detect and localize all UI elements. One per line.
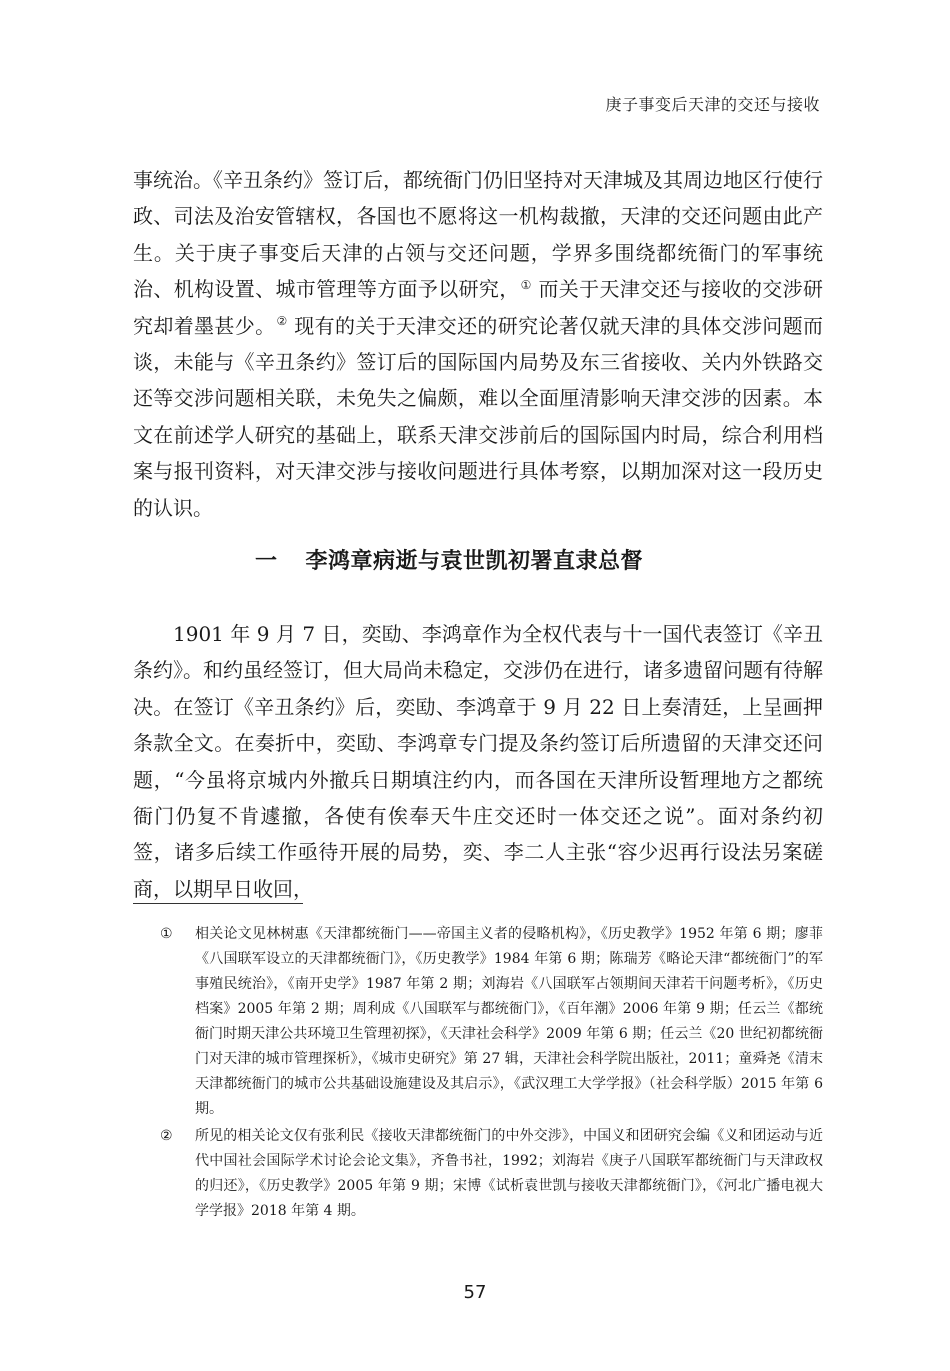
paragraph-2-text: 1901 年 9 月 7 日，奕劻、李鸿章作为全权代表与十一国代表签订《辛丑条约》。和约虽经签订，但大局尚未稳定，交涉仍在进行，诸多遗留问题有待解决。在签订《辛丑条约》后，奕劻、李鸿章于 9 月 22 日上奏清廷，上呈画押条款全文。在奏折中，奕劻、李鸿章专门提及条约签订后所遗留的天津交还问题，“今虽将京城内外撤兵日期填注约内，而各国在天津所设暂理地方之都统衙门仍复不肯遽撤，各使有俟奉天牛庄交还时一体交还之说”。面对条约初签，诸多后续工作亟待开展的局势，奕、李二人主张“容少迟再行设法另案磋商，以期早日收回，: [133, 622, 823, 901]
page-number: 57: [463, 1282, 487, 1303]
footnote-ref-2[interactable]: ②: [276, 313, 288, 328]
footnote-2: [160, 1124, 823, 1224]
body-paragraph-1: [133, 162, 823, 526]
section-heading: [255, 544, 643, 575]
section-title: 李鸿章病逝与袁世凯初署直隶总督: [305, 549, 644, 574]
paragraph-1-text-b: 而关于天津交还与接收的交涉研究却着墨甚少。: [133, 277, 823, 338]
footnote-ref-1[interactable]: ①: [520, 277, 532, 292]
footnote-2-mark: ②: [160, 1128, 173, 1144]
section-number: 一: [255, 549, 278, 574]
paragraph-1-text-a: 事统治。《辛丑条约》签订后，都统衙门仍旧坚持对天津城及其周边地区行使行政、司法及治安管辖权，各国也不愿将这一机构裁撤，天津的交还问题由此产生。关于庚子事变后天津的占领与交还问题，学界多围绕都统衙门的军事统治、机构设置、城市管理等方面予以研究，: [133, 168, 823, 302]
footnote-1-text: 相关论文见林树惠《天津都统衙门——帝国主义者的侵略机构》，《历史教学》1952 年第 6 期；廖菲《八国联军设立的天津都统衙门》，《历史教学》1984 年第 6 期；陈瑞芳《略论天津“都统衙门”的军事殖民统治》，《南开史学》1987 年第 2 期；刘海岩《八国联军占领期间天津若干问题考析》，《历史档案》2005 年第 2 期；周利成《八国联军与都统衙门》，《百年潮》2006 年第 9 期；任云兰《都统衙门时期天津公共环境卫生管理初探》，《天津社会科学》2009 年第 6 期；任云兰《20 世纪初都统衙门对天津的城市管理探析》，《城市史研究》第 27 辑，天津社会科学院出版社，2011；童舜尧《清末天津都统衙门的城市公共基础设施建设及其启示》，《武汉理工大学学报》（社会科学版）2015 年第 6 期。: [195, 926, 823, 1117]
footnotes: [160, 922, 823, 1226]
paragraph-1-text-c: 现有的关于天津交还的研究论著仅就天津的具体交涉问题而谈，未能与《辛丑条约》签订后的国际国内局势及东三省接收、关内外铁路交还等交涉问题相关联，未免失之偏颇，难以全面厘清影响天津交涉的因素。本文在前述学人研究的基础上，联系天津交涉前后的国际国内时局，综合利用档案与报刊资料，对天津交涉与接收问题进行具体考察，以期加深对这一段历史的认识。: [133, 313, 824, 520]
footnote-2-text: 所见的相关论文仅有张利民《接收天津都统衙门的中外交涉》，中国义和团研究会编《义和团运动与近代中国社会国际学术讨论会论文集》，齐鲁书社，1992；刘海岩《庚子八国联军都统衙门与天津政权的归还》，《历史教学》2005 年第 9 期；宋博《试析袁世凯与接收天津都统衙门》，《河北广播电视大学学报》2018 年第 4 期。: [195, 1128, 823, 1219]
footnote-1-mark: ①: [160, 926, 173, 942]
body-paragraph-2: [133, 616, 823, 907]
running-header: 庚子事变后天津的交还与接收: [605, 95, 820, 114]
footnote-divider: [133, 903, 303, 904]
footnote-1: [160, 922, 823, 1122]
